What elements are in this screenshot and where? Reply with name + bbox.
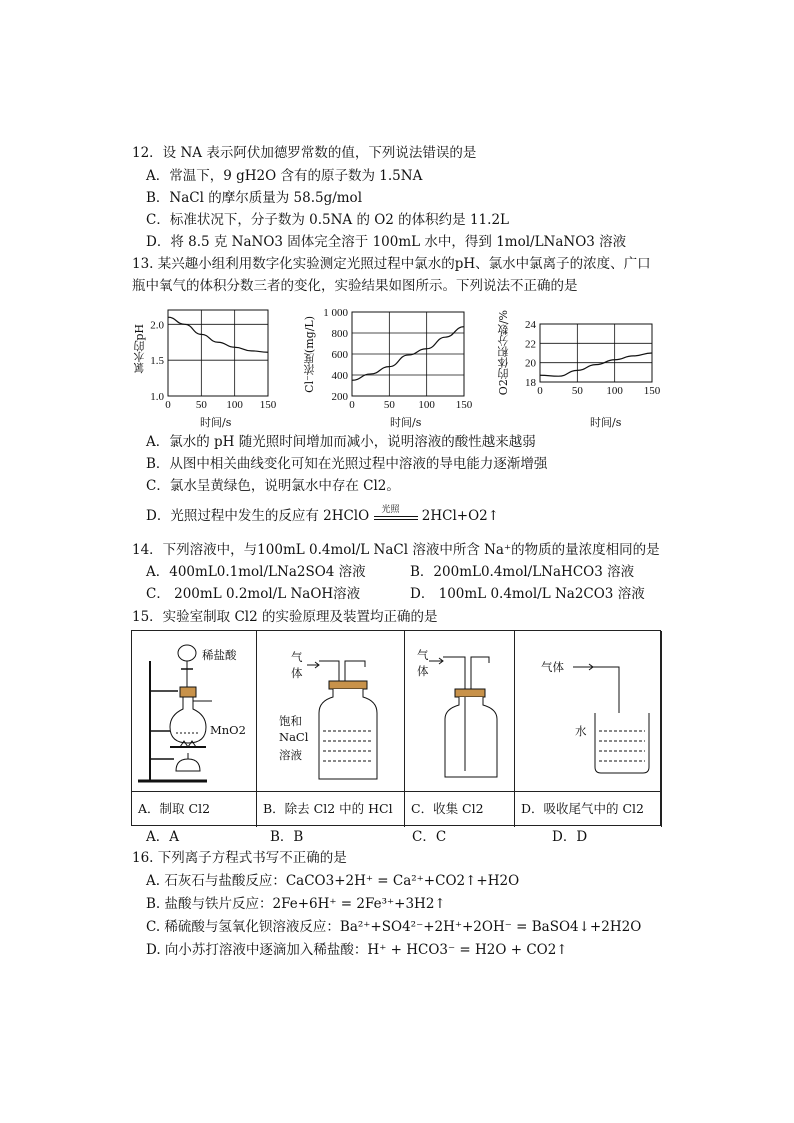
q13-option-d-left: D．光照过程中发生的反应有 2HClO [146, 508, 370, 524]
plot-frame [540, 324, 652, 382]
q12-option-d: D．将 8.5 克 NaNO3 固体完全溶于 100mL 水中，得到 1mol/LNaNO3 溶液 [146, 234, 627, 250]
q13-stem-line1: 13. 某兴趣小组利用数字化实验测定光照过程中氯水的pH、氯水中氯离子的浓度、广口 [132, 256, 651, 272]
q12-option-a: A．常温下，9 gH2O 含有的原子数为 1.5NA [146, 168, 423, 184]
generation-apparatus-figure [132, 631, 257, 791]
q16-option-a: A. 石灰石与盐酸反应：CaCO3+2H⁺ = Ca²⁺+CO2↑+H2O [146, 873, 520, 889]
series-line [352, 327, 464, 381]
q13-option-b: B．从图中相关曲线变化可知在光照过程中溶液的导电能力逐渐增强 [146, 456, 548, 472]
gas-inlet-label-b-2: 体 [291, 666, 303, 680]
x-tick-label: 150 [643, 385, 661, 397]
gas-inlet-label-c: 气 [417, 648, 429, 662]
chloride-chart [300, 300, 480, 430]
solution-label: 溶液 [279, 748, 302, 762]
q12-stem: 12．设 NA 表示阿伏加德罗常数的值，下列说法错误的是 [132, 145, 477, 161]
y-tick-label: 800 [331, 328, 348, 340]
x-tick-label: 100 [606, 385, 623, 397]
ph-chart [130, 300, 290, 430]
reaction-condition-label: 光照 [381, 504, 400, 515]
q15-answer-c: C．C [412, 829, 447, 845]
chloride-chart-ylabel: Cl⁻浓度(mg/L) [303, 316, 316, 393]
x-tick-label: 50 [383, 399, 395, 411]
x-tick-label: 50 [571, 385, 583, 397]
q13-option-d [146, 506, 499, 526]
y-tick-label: 20 [525, 357, 536, 370]
y-tick-label: 400 [331, 370, 348, 382]
y-tick-label: 1.0 [150, 391, 164, 403]
x-tick-label: 150 [259, 399, 277, 411]
q13-option-c: C．氯水呈黄绿色，说明氯水中存在 Cl2。 [146, 478, 400, 494]
y-tick-label: 22 [525, 338, 536, 351]
q15-answer-b: B．B [270, 829, 304, 845]
washing-bottle-figure [257, 631, 405, 791]
q14-option-a: A．400mL0.1mol/LNa2SO4 溶液 [146, 564, 366, 580]
oxygen-chart [494, 300, 670, 430]
chloride-chart-xlabel: 时间/s [390, 416, 422, 429]
tail-gas-beaker-figure [515, 631, 662, 791]
q15-answer-d: D．D [552, 829, 588, 845]
y-tick-label: 1.5 [150, 355, 164, 368]
q14-option-d: D． 100mL 0.4mol/L Na2CO3 溶液 [410, 586, 645, 602]
chloride-chart-svg [300, 300, 480, 430]
q13-option-d-right: 2HCl+O2↑ [421, 508, 500, 524]
q14-option-c: C． 200mL 0.2mol/L NaOH溶液 [146, 586, 361, 602]
series-line [540, 353, 652, 376]
q16-option-c: C. 稀硫酸与氢氧化钡溶液反应：Ba²⁺+SO4²⁻+2H⁺+2OH⁻ = BaSO4↓+2H2O [146, 919, 642, 935]
saturated-label: 饱和 [279, 714, 302, 728]
q12-option-c: C．标准状况下，分子数为 0.5NA 的 O2 的体积约是 11.2L [146, 212, 509, 228]
q13-option-a: A．氯水的 pH 随光照时间增加而减小，说明溶液的酸性越来越弱 [146, 434, 536, 450]
x-tick-label: 0 [537, 385, 543, 397]
q14-stem: 14．下列溶液中，与100mL 0.4mol/L NaCl 溶液中所含 Na⁺的物质的量浓度相同的是 [132, 542, 660, 558]
q14-option-b: B．200mL0.4mol/LNaHCO3 溶液 [410, 564, 635, 580]
x-tick-label: 50 [195, 399, 207, 411]
gas-inlet-label-b: 气 [291, 650, 303, 664]
nacl-label: NaCl [279, 730, 309, 744]
oxygen-chart-xlabel: 时间/s [590, 416, 622, 429]
mno2-label: MnO2 [210, 723, 246, 737]
y-tick-label: 24 [525, 319, 536, 331]
plot-frame [168, 310, 268, 396]
y-tick-label: 600 [331, 349, 348, 361]
caption-b: B．除去 Cl2 中的 HCl [263, 801, 393, 816]
x-tick-label: 100 [418, 399, 435, 411]
caption-c: C．收集 Cl2 [411, 801, 484, 816]
gas-inlet-label-c-2: 体 [417, 664, 429, 678]
water-label: 水 [575, 724, 587, 738]
oxygen-chart-svg [494, 300, 670, 430]
x-tick-label: 150 [455, 399, 473, 411]
series-line [168, 317, 268, 352]
caption-a: A．制取 Cl2 [138, 801, 211, 816]
ph-chart-ylabel: 氯水的pH [133, 324, 146, 374]
gas-inlet-label-d: 气体 [541, 660, 564, 674]
ph-chart-svg [130, 300, 290, 430]
dilute-hcl-label: 稀盐酸 [202, 648, 237, 662]
q16-option-d: D. 向小苏打溶液中逐滴加入稀盐酸：H⁺ + HCO3⁻ = H2O + CO2↑ [146, 942, 568, 958]
q15-stem: 15．实验室制取 Cl2 的实验原理及装置均正确的是 [132, 609, 438, 625]
x-tick-label: 100 [226, 399, 243, 411]
q16-stem: 16. 下列离子方程式书写不正确的是 [132, 850, 347, 866]
y-tick-label: 18 [525, 377, 536, 389]
reaction-condition-arrow [374, 504, 418, 524]
x-tick-label: 0 [165, 399, 171, 411]
ph-chart-xlabel: 时间/s [200, 416, 232, 429]
caption-d: D．吸收尾气中的 Cl2 [521, 801, 645, 816]
x-tick-label: 0 [349, 399, 355, 411]
y-tick-label: 1 000 [323, 307, 348, 319]
y-tick-label: 2.0 [150, 319, 164, 332]
oxygen-chart-ylabel: O2的体积分数/% [497, 310, 510, 396]
q12-option-b: B．NaCl 的摩尔质量为 58.5g/mol [146, 190, 363, 206]
q16-option-b: B. 盐酸与铁片反应：2Fe+6H⁺ = 2Fe³⁺+3H2↑ [146, 896, 446, 912]
apparatus-table [131, 630, 661, 826]
q15-answer-a: A．A [146, 829, 179, 845]
y-tick-label: 200 [331, 391, 348, 403]
q13-stem-line2: 瓶中氧气的体积分数三者的变化，实验结果如图所示。下列说法不正确的是 [132, 278, 578, 294]
